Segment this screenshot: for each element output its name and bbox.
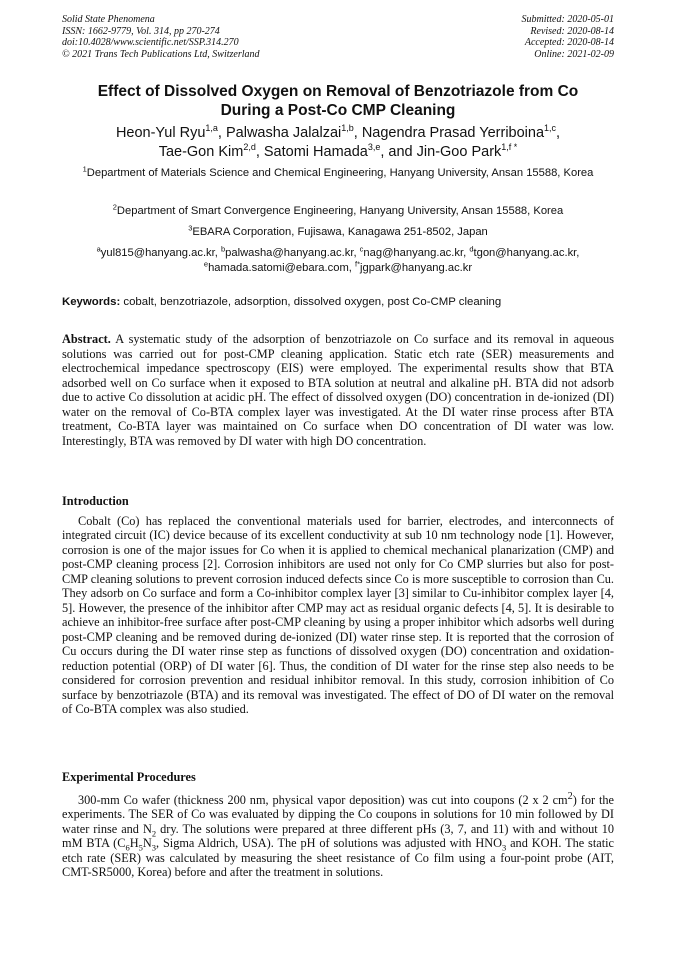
author-name: Nagendra Prasad Yerriboina bbox=[361, 125, 545, 141]
introduction-heading: Introduction bbox=[62, 494, 129, 508]
introduction-text: Cobalt (Co) has replaced the conventional materials used for barrier, electrodes, and interconnects of integrated circuit (IC) device because of its excellent conductivity at sub 10 nm technology node [1]. However, corrosion is one of the major issues for Co when it is applied to chemical mechanical planarization (CMP) and post-CMP cleaning process [2]. Corrosion inhibitors are used not only for Co CMP slurries but also for post-CMP cleaning solutions to prevent corrosion induced defects since Co is more susceptible to corrosion than Cu. They adsorb on Co surface and form a Co-inhibitor complex layer [3] similar to Cu-inhibitor complex layer [4, 5]. However, the presence of the inhibitor after CMP may act as residual organic defects [4, 5]. It is desirable to achieve an inhibitor-free surface after post-CMP cleaning by using a proper inhibitor which adsorbs well during post-CMP cleaning and be removed during de-ionized (DI) water rinse step. It is reported that the corrosion of Cu occurs during the DI water rinse step as functions of dissolved oxygen (DO) concentration and oxidation-reduction potential (ORP) of DI water [6]. Thus, the condition of DI water for the rinse step also needs to be considered for corrosion prevention and residual inhibitor removal. In this study, corrosion inhibition of Co surface by benzotriazole (BTA) and its removal was investigated. The effect of DO of DI water on the removal of Co-BTA complex was also studied. bbox=[62, 513, 614, 716]
email-link[interactable]: yul815@hanyang.ac.kr bbox=[100, 247, 215, 259]
affiliation-3: $^3$EBARA Corporation, Fujisawa, Kanagawa 251-8502, Japan bbox=[188, 223, 488, 238]
journal-copyright: © 2021 Trans Tech Publications Ltd, Switzerland bbox=[62, 48, 260, 60]
author-sup: 1,b bbox=[341, 123, 354, 134]
keywords bbox=[62, 295, 614, 309]
keywords-text: cobalt, benzotriazole, adsorption, dissolved oxygen, post Co-CMP cleaning bbox=[123, 296, 502, 308]
keywords-label: Keywords: bbox=[62, 296, 121, 308]
author-sup: 2,d bbox=[243, 141, 256, 152]
paper-title bbox=[62, 82, 614, 120]
dates-header bbox=[522, 14, 615, 60]
abstract-text: A systematic study of the adsorption of benzotriazole on Co surface and its removal in aqueous solutions was carried out for post-CMP cleaning application. Static etch rate (SER) measurements and electrochemical impedance spectroscopy (EIS) were employed. The experimental results show that BTA adsorbed well on Co surface when it exposed to BTA solution at neutral and alkaline pH. BTA did not adsorb due to active Co dissolution at acidic pH. The effect of dissolved oxygen (DO) concentration in de-ionized (DI) water on the removal of Co-BTA complex layer was investigated. At the DI water rinse process after BTA treatment, Co-BTA layer was maintained on Co surface when DO concentration of DI water was low. Interestingly, BTA was removed by DI water with high DO concentration. bbox=[62, 332, 614, 448]
experimental-heading: Experimental Procedures bbox=[62, 770, 196, 784]
author-sup: 1,c bbox=[544, 123, 557, 134]
journal-header bbox=[62, 14, 260, 60]
author-list: Heon-Yul Ryu$^{1,a}$, Palwasha Jalalzai$^{1,b}$, Nagendra Prasad Yerriboina$^{1,c}$, Tae-Gon Kim$^{2,d}$, Satomi Hamada$^{3,e}$, and Jin-Goo Park$^{1,f *}$ bbox=[115, 123, 561, 160]
date-revised: Revised: 2020-08-14 bbox=[530, 25, 614, 37]
affiliation-2: $^2$Department of Smart Convergence Engineering, Hanyang University, Ansan 15588, Korea bbox=[112, 202, 564, 217]
email-link[interactable]: nag@hanyang.ac.kr bbox=[363, 247, 464, 259]
email-link[interactable]: hamada.satomi@ebara.com bbox=[208, 261, 349, 274]
date-online: Online: 2021-02-09 bbox=[534, 48, 614, 60]
experimental-section bbox=[62, 770, 614, 880]
author-emails: $^a$yul815@hanyang.ac.kr, $^b$palwasha@hanyang.ac.kr, $^c$nag@hanyang.ac.kr, $^d$tgon@hanyang.ac.kr, $^e$hamada.satomi@ebara.com, $^{f*}$jgpark@hanyang.ac.kr bbox=[96, 244, 580, 274]
introduction-section bbox=[62, 494, 614, 717]
title-line-1: Effect of Dissolved Oxygen on Removal of Benzotriazole from Co bbox=[97, 83, 579, 100]
abstract-label: Abstract. bbox=[62, 332, 111, 346]
author-sup: 1,f * bbox=[501, 141, 518, 152]
author-sup: 1,a bbox=[205, 123, 218, 134]
author-sup: 3,e bbox=[367, 141, 381, 152]
title-line-2: During a Post-Co CMP Cleaning bbox=[220, 102, 456, 119]
author-name: Tae-Gon Kim bbox=[158, 143, 244, 160]
journal-doi: doi:10.4028/www.scientific.net/SSP.314.270 bbox=[62, 37, 239, 48]
abstract bbox=[62, 332, 614, 448]
email-link[interactable]: palwasha@hanyang.ac.kr bbox=[225, 247, 354, 259]
author-name: Heon-Yul Ryu bbox=[115, 125, 206, 141]
affiliation-1: $^1$Department of Materials Science and Chemical Engineering, Hanyang University, Ansan 15588, Korea bbox=[82, 164, 594, 179]
author-name: Palwasha Jalalzai bbox=[225, 125, 342, 141]
experimental-text: 300-mm Co wafer (thickness 200 nm, physical vapor deposition) was cut into coupons (2 x 2 $cm^2$) for the experiments. The SER of Co was evaluated by dipping the Co coupons in solutions for 10 min followed by DI water rinse and $N_2$ dry. The solutions were prepared at three different pHs (3, 7, and 11) with and without 10 mM BTA ($C_6H_5N_3$, Sigma Aldrich, USA). The pH of solutions was adjusted with $HNO_3$ and KOH. The static etch rate (SER) was calculated by measuring the sheet resistance of Co film using a four-point probe (AIT, CMT-SR5000, Korea) before and after the treatment in solutions. bbox=[62, 790, 615, 880]
date-accepted: Accepted: 2020-08-14 bbox=[524, 37, 614, 48]
author-name: Satomi Hamada bbox=[263, 143, 368, 160]
date-submitted: Submitted: 2020-05-01 bbox=[521, 14, 614, 25]
author-name: Jin-Goo Park bbox=[416, 143, 502, 160]
email-link[interactable]: jgpark@hanyang.ac.kr bbox=[360, 261, 473, 274]
email-link[interactable]: tgon@hanyang.ac.kr bbox=[473, 247, 577, 259]
journal-name: Solid State Phenomena bbox=[62, 14, 155, 25]
journal-issn: ISSN: 1662-9779, Vol. 314, pp 270-274 bbox=[62, 25, 220, 37]
